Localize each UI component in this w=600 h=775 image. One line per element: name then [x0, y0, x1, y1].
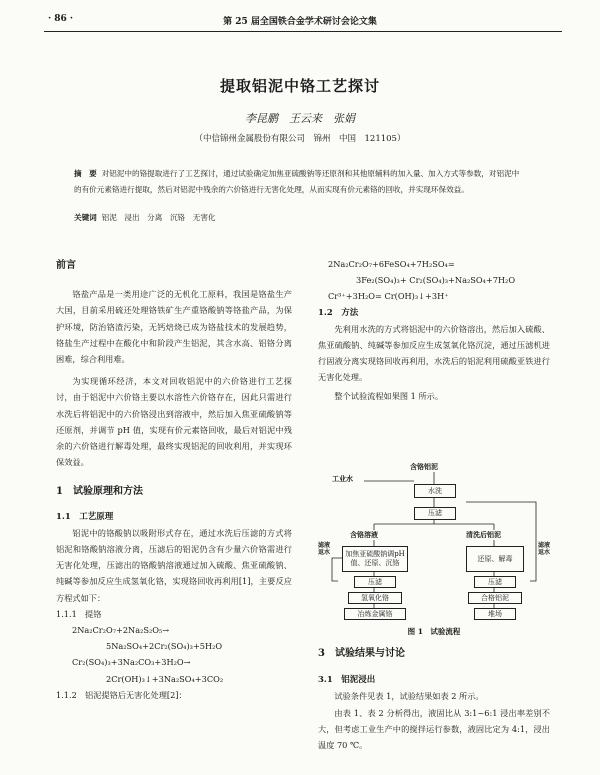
section-3-heading: 3 试验结果与讨论	[318, 648, 405, 659]
figure-1-flowchart	[318, 462, 550, 622]
section-1-1-2-heading: 1.1.2 铝泥提铬后无害化处理[2]：	[56, 689, 187, 700]
header-rule	[44, 31, 562, 32]
flow-press: 压滤	[414, 507, 456, 520]
keywords-label: 关键词	[74, 213, 97, 222]
journal-header: 第 25 届全国铁合金学术研讨会论文集	[223, 17, 377, 27]
section-3-1-paragraph-1: 试验条件见表 1，试验结果如表 2 所示。	[334, 691, 484, 702]
flow-final-right: 堆场	[474, 608, 516, 620]
flow-water-input: 工业水	[332, 474, 353, 483]
flow-press-right: 压滤	[474, 576, 516, 588]
section-1-2-heading: 1.2 方法	[318, 307, 359, 318]
flow-left-branch: 含铬溶液	[350, 530, 378, 539]
equation-3c: Cr³⁺+3H₂O= Cr(OH)₃↓+3H⁺	[328, 291, 449, 302]
section-1-heading: 1 试验原理和方法	[56, 486, 143, 498]
flow-right-process: 还原、解毒	[466, 546, 524, 572]
flow-wash: 水洗	[414, 484, 456, 498]
equation-2a: Cr₂(SO₄)₃+3Na₂CO₃+3H₂O→	[72, 657, 191, 668]
flow-filtrate-left: 滤液返水	[318, 542, 331, 556]
flow-product-right: 合格铝泥	[468, 592, 522, 604]
equation-3b: 3Fe₂(SO₄)₃+ Cr₂(SO₄)₃+Na₂SO₄+7H₂O	[356, 275, 516, 286]
intro-heading: 前言	[56, 260, 76, 271]
flow-filtrate-right: 滤液返水	[538, 542, 551, 556]
section-3-1-paragraph-2: 由表 1、表 2 分析得出，液固比从 3:1~6:1 浸出率差别不大，但考虑工业生产中的搅拌运行参数，液固比定为 4:1，浸出温度 70 ℃。	[318, 707, 550, 751]
flow-right-branch: 清洗后铝泥	[466, 530, 501, 539]
affiliation: （中信锦州金属股份有限公司 锦州 中国 121105）	[194, 134, 406, 144]
intro-paragraph-2: 为实现循环经济，本文对回收铝泥中的六价铬进行工艺探讨，由于铝泥中六价铬主要以水溶性六价铬存在，因此只需进行水洗后将铝泥中的六价铬浸出到溶液中，然后加入焦亚硫酸钠等还原剂，并调节 pH 值，实现有价元素铬回收，最后对铝泥中残余的六价铬进行解毒处理，最终实现铝泥的回收利用，并实现环保效益。	[56, 376, 292, 468]
flow-press-left: 压滤	[354, 576, 396, 588]
abstract	[74, 166, 522, 197]
section-1-1-1-heading: 1.1.1 提铬	[56, 608, 102, 619]
author-list: 李昆鹏 王云来 张娟	[245, 112, 355, 125]
page-number: · 86 ·	[48, 14, 74, 24]
section-1-2-paragraph-2: 整个试验流程如果图 1 所示。	[334, 390, 444, 401]
section-1-1-paragraph: 铝泥中的铬酸钠以吸附形式存在，通过水洗后压滤的方式将铝泥和铬酸钠溶液分离，压滤后的铝泥仍含有少量六价铬需进行无害化处理，压滤出的铬酸钠溶液通过加入硫酸、焦亚硫酸钠、纯碱等参加反应生成氢氧化铬，实现铬回收再利用[1]，主要反应方程式如下：	[56, 527, 292, 603]
paper-title: 提取铝泥中铬工艺探讨	[219, 77, 380, 95]
equation-2b: 2Cr(OH)₃↓+3Na₂SO₄+3CO₂	[106, 673, 224, 684]
flow-left-process: 加焦亚硫酸钠调pH值、还原、沉铬	[342, 546, 408, 572]
flow-product-left: 氢氧化铬	[348, 592, 402, 604]
section-3-1-heading: 3.1 铝泥浸出	[318, 675, 376, 686]
equation-1b: 5Na₂SO₄+2Cr₂(SO₄)₃+5H₂O	[106, 641, 223, 652]
right-column	[318, 256, 550, 404]
abstract-label: 摘 要	[74, 169, 97, 178]
equation-1a: 2Na₂Cr₂O₇+2Na₂S₂O₅→	[72, 625, 170, 636]
flow-input: 含铬铝泥	[410, 462, 438, 471]
section-1-1-heading: 1.1 工艺原理	[56, 511, 114, 522]
right-column-bottom	[318, 646, 550, 753]
abstract-text: 对铝泥中的铬提取进行了工艺探讨，通过试验确定加焦亚硫酸钠等还原剂和其他原辅料的加入量、加入方式等参数，对铝泥中的有价元素铬进行提取，然后对铝泥中残余的六价铬进行无害化处理，从而实现有价元素铬的回收，并实现环保效益。	[74, 169, 520, 194]
keywords-text: 铝泥 浸出 分离 沉铬 无害化	[101, 213, 216, 222]
equation-3a: 2Na₂Cr₂O₇+6FeSO₄+7H₂SO₄=	[328, 259, 455, 269]
keywords	[74, 212, 522, 223]
section-1-2-paragraph: 先利用水洗的方式将铝泥中的六价铬溶出，然后加入硫酸、焦亚硫酸钠、纯碱等参加反应生成氢氧化铬沉淀，通过压滤机进行固液分离实现铬回收再利用，水洗后的铝泥利用硫酸亚铁进行无害化处理。	[318, 323, 550, 383]
left-column	[56, 258, 292, 703]
intro-paragraph-1: 铬盐产品是一类用途广泛的无机化工原料，我国是铬盐生产大国，目前采用硫还处理铬铁矿生产重铬酸钠等铬盐产品，为保护环境，防治铬渣污染，无钙焙烧已成为铬盐技术的发展趋势，铬盐生产过程中在酸化中和阶段产生铝泥，其含水高、铝铬分离困难，综合利用难。	[56, 289, 292, 365]
flow-final-left: 冶炼金属铬	[344, 608, 406, 620]
figure-1-caption: 图 1 试验流程	[407, 627, 461, 636]
